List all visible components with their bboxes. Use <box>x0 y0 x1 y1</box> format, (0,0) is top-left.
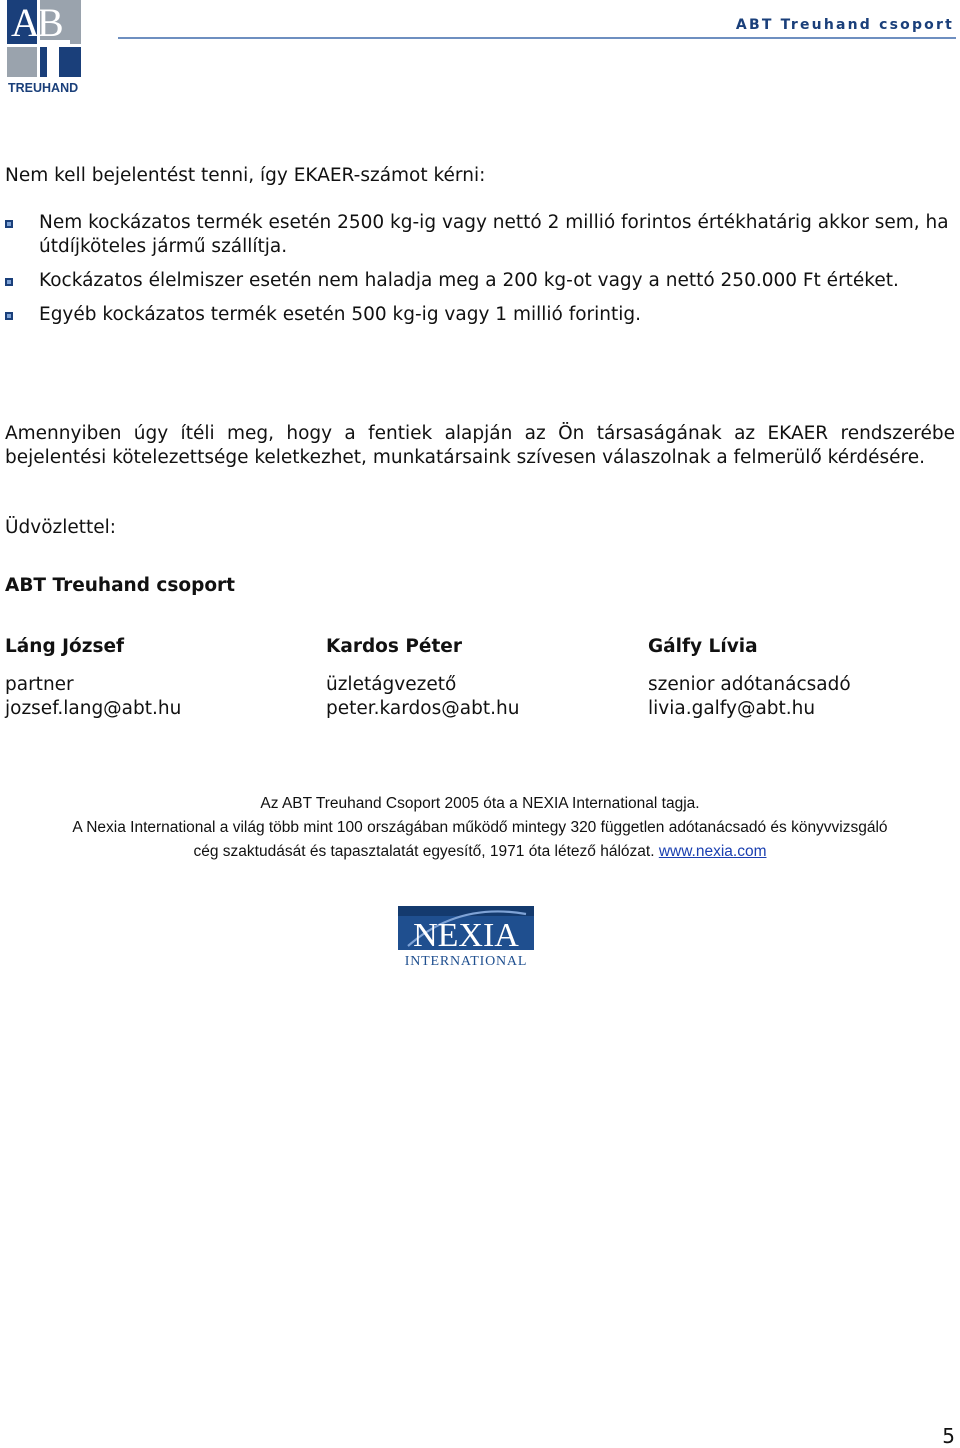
nexia-note <box>0 792 960 864</box>
note-line: A Nexia International a világ több mint 100 országában működő mintegy 320 független adótanácsadó és könyvvizsgáló <box>72 819 888 836</box>
contact-role: szenior adótanácsadó <box>648 674 851 695</box>
bullet-text: Egyéb kockázatos termék esetén 500 kg-ig vagy 1 millió forintig. <box>39 304 642 325</box>
bullet-item <box>5 303 955 327</box>
contact-email[interactable]: peter.kardos@abt.hu <box>326 698 520 719</box>
square-bullet-icon <box>5 220 13 228</box>
contact-card <box>326 635 646 721</box>
nexia-link[interactable]: www.nexia.com <box>658 843 767 860</box>
page-number: 5 <box>942 1424 955 1448</box>
contact-role: üzletágvezető <box>326 674 457 695</box>
header-rule <box>118 37 956 39</box>
contact-name: Gálfy Lívia <box>648 636 758 657</box>
note-line <box>0 840 960 864</box>
contact-card <box>5 635 325 721</box>
bullet-text: Nem kockázatos termék esetén 2500 kg-ig vagy nettó 2 millió forintos értékhatárig akkor sem, ha útdíjköteles jármű szállítja. <box>39 212 949 257</box>
bullet-item <box>5 211 955 259</box>
intro-text: Nem kell bejelentést tenni, így EKAER-számot kérni: <box>5 165 486 186</box>
contact-email[interactable]: jozsef.lang@abt.hu <box>5 698 182 719</box>
svg-text:B: B <box>37 0 64 45</box>
contact-card <box>648 635 960 721</box>
note-line: Az ABT Treuhand Csoport 2005 óta a NEXIA International tagja. <box>260 795 700 812</box>
header-title: ABT Treuhand csoport <box>735 17 954 33</box>
contact-email[interactable]: livia.galfy@abt.hu <box>648 698 816 719</box>
square-bullet-icon <box>5 278 13 286</box>
nexia-logo-word: NEXIA <box>413 917 519 954</box>
nexia-international-logo <box>398 906 534 968</box>
square-bullet-icon <box>5 312 13 320</box>
note-line-text: cég szaktudását és tapasztalatát egyesítő, 1971 óta létező hálózat. <box>193 843 655 860</box>
body-paragraph: Amennyiben úgy ítéli meg, hogy a fentiek alapján az Ön társaságának az EKAER rendszerébe bejelentési kötelezettsége keletkezhet, munkatársaink szívesen válaszolnak a felmerülő kérdésére. <box>5 423 955 468</box>
bullet-text: Kockázatos élelmiszer esetén nem haladja meg a 200 kg-ot vagy a nettó 250.000 Ft értéket. <box>39 270 899 291</box>
abt-treuhand-logo <box>7 0 81 96</box>
contact-name: Kardos Péter <box>326 636 462 657</box>
svg-text:A: A <box>11 0 40 45</box>
bullet-list <box>5 211 955 337</box>
company-name: ABT Treuhand csoport <box>5 575 236 596</box>
greeting: Üdvözlettel: <box>5 517 117 538</box>
contact-name: Láng József <box>5 636 125 657</box>
nexia-logo-sub: INTERNATIONAL <box>404 954 528 968</box>
contact-role: partner <box>5 674 74 695</box>
bullet-item <box>5 269 955 293</box>
logo-word: TREUHAND <box>8 81 79 95</box>
